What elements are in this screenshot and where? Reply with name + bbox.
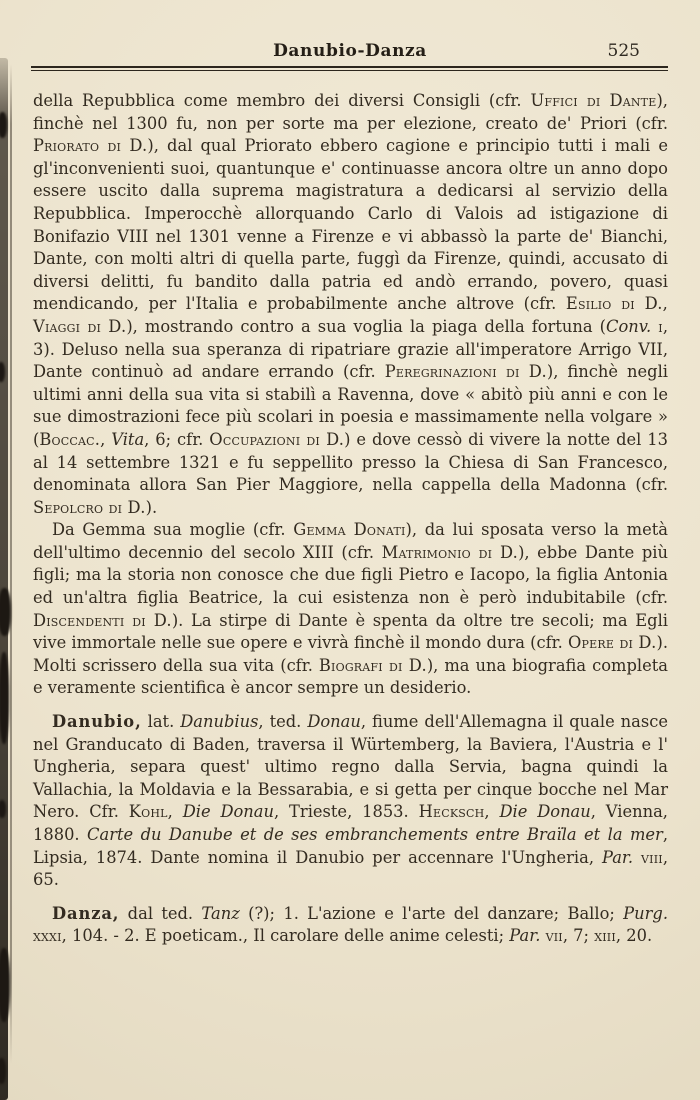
entry-danza <box>33 903 668 948</box>
text-run: ), finchè nel 1300 fu, non per sorte ma per elezione, creato de' Priori (cfr. <box>33 91 668 133</box>
smallcaps-run: Matrimonio di D. <box>381 542 519 562</box>
smallcaps-run: Kohl <box>128 802 168 822</box>
page-header <box>34 41 666 63</box>
italic-run: Conv. <box>606 316 652 336</box>
italic-run: Die Donau <box>499 802 591 822</box>
italic-run: Purg. <box>623 903 668 923</box>
italic-run: Par. <box>601 847 634 867</box>
smallcaps-run: Esilio di D., Viaggi di D. <box>33 294 668 336</box>
text-run: , fiume dell'Allemagna il quale nasce nel Granducato di Baden, traversa il Würtemberg, la Baviera, l'Austria e l' Ungheria, separa quest' ultimo regno dalla Servia, bagna quindi la Vallachia, la Moldavia e la Bessarabia, e si getta per cinque bocche nel Mar Nero. Cfr. <box>33 712 668 822</box>
ink-smudge <box>0 652 9 744</box>
ink-smudge <box>0 948 10 1022</box>
smallcaps-run: Priorato di D. <box>33 136 148 156</box>
text-run: ). <box>145 497 158 517</box>
text-run: ), finchè negli ultimi anni della sua vita si stabilì a Ravenna, dove « abitò più anni e con le sue dimostrazioni fece più scolari in poesia e massimamente nella volgare » ( <box>33 362 668 449</box>
paragraph-dante-biography <box>33 90 668 519</box>
ink-smudge <box>0 588 11 636</box>
smallcaps-run: Sepolcro di D. <box>33 497 146 517</box>
text-run: , 104. - 2. E poeticam., Il carolare delle anime celesti; <box>61 926 510 946</box>
binding-shadow <box>0 58 8 1100</box>
text-run: ). La stirpe di Dante è spenta da oltre tre secoli; ma Egli vive immortale nelle sue opere e vivrà finchè il mondo dura (cfr. <box>33 610 668 653</box>
smallcaps-run: xxxi <box>33 926 62 946</box>
text-run: ). Molti scrissero della sua vita (cfr. <box>33 633 668 675</box>
italic-run: Donau <box>307 712 361 732</box>
text-run: , <box>167 802 183 822</box>
smallcaps-run: Uffici di Dante <box>530 91 657 110</box>
text-run: lat. <box>141 712 181 732</box>
text-run: ), ebbe Dante più figli; ma la storia non conosce che due figli Pietro e Iacopo, la figlia Antonia ed un'altra figlia Beatrice, la cui esistenza non è però indubitabile (cfr. <box>33 542 668 608</box>
text-run: , <box>100 429 112 449</box>
smallcaps-run: vii <box>545 926 563 946</box>
running-title: Danubio-Danza <box>273 41 427 61</box>
smallcaps-run: Hecksch <box>418 802 485 822</box>
text-run: (?); 1. L'azione e l'arte del danzare; Ballo; <box>239 903 624 923</box>
smallcaps-run: Discendenti di D. <box>33 610 172 630</box>
binding-edge-line <box>10 64 12 1064</box>
text-run: ), ma una biografia completa e veramente scientifica è ancor sempre un desiderio. <box>33 655 668 698</box>
text-run: , 6; cfr. <box>144 429 210 449</box>
smallcaps-run: Biografi di D. <box>318 655 427 675</box>
text-run: , Trieste, 1853. <box>274 802 419 822</box>
entry-headword: Danza, <box>52 903 120 923</box>
text-run: , 7; <box>562 926 595 946</box>
text-run <box>633 848 641 867</box>
text-run: ), da lui sposata verso la metà dell'ultimo decennio del secolo XIII (cfr. <box>33 520 668 562</box>
text-run: , ted. <box>258 712 308 732</box>
entry-danubio <box>33 711 668 892</box>
smallcaps-run: Peregrinazioni di D. <box>384 362 547 382</box>
smallcaps-run: viii <box>641 847 663 867</box>
text-run: , Lipsia, 1874. Dante nomina il Danubio per accennare l'Ungheria, <box>33 825 668 867</box>
entry-headword: Danubio, <box>52 712 142 732</box>
smallcaps-run: Opere di D. <box>567 633 657 653</box>
ink-smudge <box>0 112 7 138</box>
text-run: della Repubblica come membro dei diversi Consigli (cfr. <box>33 91 531 110</box>
paragraph-dante-family <box>33 519 668 700</box>
italic-run: Tanz <box>201 903 240 923</box>
smallcaps-run: i <box>658 316 663 336</box>
smallcaps-run: Gemma Donati <box>293 520 406 540</box>
italic-run: Carte du Danube et de ses embranchements entre Braïla et la mer <box>87 825 663 844</box>
text-run: , <box>484 802 500 822</box>
page-body <box>33 90 668 948</box>
italic-run: Vita <box>111 429 145 449</box>
smallcaps-run: Occupazioni di D. <box>209 429 345 449</box>
italic-run: Die Donau <box>182 802 274 822</box>
page-number: 525 <box>607 41 640 61</box>
italic-run: Par. <box>509 926 541 946</box>
text-run: ), dal qual Priorato ebbero cagione e principio tutti i mali e gl'inconvenienti suoi, quantunque e' continuasse ancora oltre un anno dopo essere uscito dalla suprema magistratura a dedicarsi al servizio della Repubblica. Imperocchè allorquando Carlo di Valois ad istigazione di Bonifazio VIII nel 1301 venne a Firenze e vi abbassò la parte de' Bianchi, Dante, con molti altri di quella parte, fuggì da Firenze, quindi, accusato di diversi delitti, fu bandito dalla patria ed andò errando, povero, quasi mendicando, per l'Italia e probabilmente anche altrove (cfr. <box>33 136 668 314</box>
text-run: , 20. <box>615 926 653 946</box>
text-run: , 65. <box>33 847 668 890</box>
text-run: Da Gemma sua moglie (cfr. <box>52 520 294 540</box>
header-double-rule <box>31 66 668 71</box>
text-run: dal ted. <box>119 903 202 923</box>
text-run: ), mostrando contro a sua voglia la piaga della fortuna ( <box>126 316 606 336</box>
smallcaps-run: Boccac. <box>39 429 101 449</box>
italic-run: Danubius <box>180 712 259 732</box>
text-run: ) e dove cessò di vivere la notte del 13 al 14 settembre 1321 e fu seppellito presso la Chiesa di San Francesco, denominata allora San Pier Maggiore, nella cappella della Madonna (cfr. <box>33 429 668 495</box>
text-run: , Vienna, 1880. <box>33 802 668 844</box>
text-run: , 3). Deluso nella sua speranza di ripatriare grazie all'imperatore Arrigo VII, Dante continuò ad andare errando (cfr. <box>33 316 668 382</box>
smallcaps-run: xiii <box>594 926 616 946</box>
